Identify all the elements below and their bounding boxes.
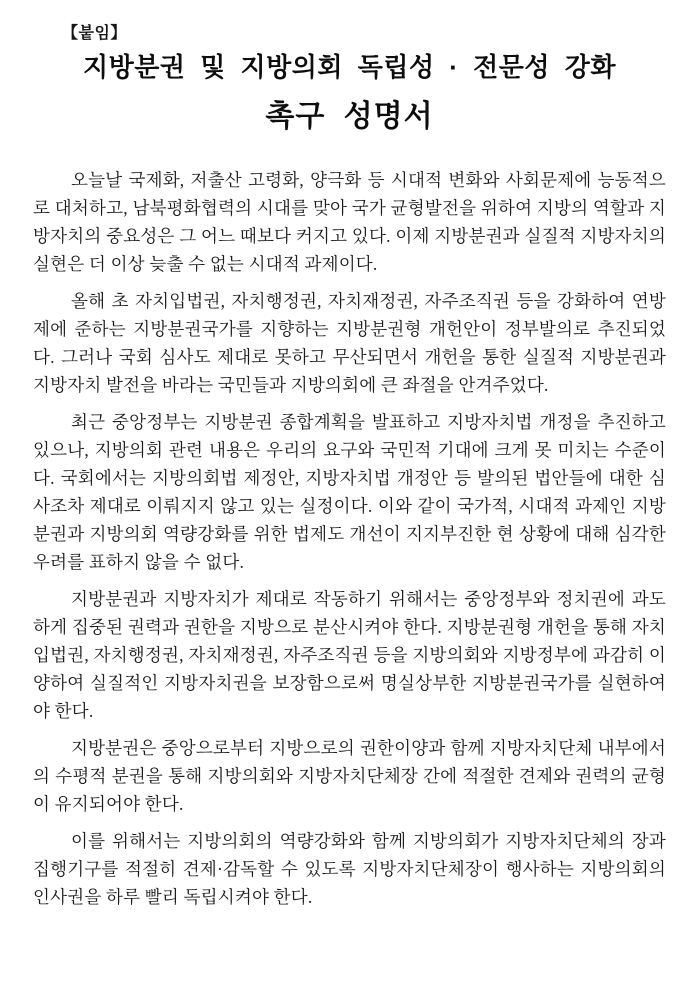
- paragraph-5: 지방분권은 중앙으로부터 지방으로의 권한이양과 함께 지방자치단체 내부에서의 수평적 분권을 통해 지방의회와 지방자치단체장 간에 적절한 견제와 권력의 균형이 유지되어야 한다.: [33, 738, 666, 814]
- document-title-line2: 촉구 성명서: [265, 100, 434, 133]
- attachment-label: 【붙임】: [62, 25, 127, 42]
- paragraph-6: 이를 위해서는 지방의회의 역량강화와 함께 지방의회가 지방자치단체의 장과 집행기구를 적절히 견제·감독할 수 있도록 지방자치단체장이 행사하는 지방의회의 인사권을 하루 빨리 독립시켜야 한다.: [33, 831, 666, 907]
- paragraph-3: 최근 중앙정부는 지방분권 종합계획을 발표하고 지방자치법 개정을 추진하고 있으나, 지방의회 관련 내용은 우리의 요구와 국민적 기대에 크게 못 미치는 수준이다. 국회에서는 지방의회법 제정안, 지방자치법 개정안 등 발의된 법안들에 대한 심사조차 제대로 이뤄지지 않고 있는 실정이다. 이와 같이 국가적, 시대적 과제인 지방분권과 지방의회 역량강화를 위한 법제도 개선이 지지부진한 현 상황에 대해 심각한 우려를 표하지 않을 수 없다.: [33, 412, 666, 572]
- document-body: [33, 166, 666, 911]
- paragraph-4: 지방분권과 지방자치가 제대로 작동하기 위해서는 중앙정부와 정치권에 과도하게 집중된 권력과 권한을 지방으로 분산시켜야 한다. 지방분권형 개헌을 통해 자치입법권, 자치행정권, 자치재정권, 자주조직권 등을 지방의회와 지방정부에 과감히 이양하여 실질적인 지방자치권을 보장함으로써 명실상부한 지방분권국가를 실현하여야 한다.: [33, 589, 666, 721]
- document-title-line1: 지방분권 및 지방의회 독립성 · 전문성 강화: [83, 52, 616, 82]
- paragraph-2: 올해 초 자치입법권, 자치행정권, 자치재정권, 자주조직권 등을 강화하여 연방제에 준하는 지방분권국가를 지향하는 지방분권형 개헌안이 정부발의로 추진되었다. 그러나 국회 심사도 제대로 못하고 무산되면서 개헌을 통한 실질적 지방분권과 지방자치 발전을 바라는 국민들과 지방의회에 큰 좌절을 안겨주었다.: [33, 291, 666, 395]
- paragraph-1: 오늘날 국제화, 저출산 고령화, 양극화 등 시대적 변화와 사회문제에 능동적으로 대처하고, 남북평화협력의 시대를 맞아 국가 균형발전을 위하여 지방의 역할과 지방자치의 중요성은 그 어느 때보다 커지고 있다. 이제 지방분권과 실질적 지방자치의 실현은 더 이상 늦출 수 없는 시대적 과제이다.: [33, 170, 666, 274]
